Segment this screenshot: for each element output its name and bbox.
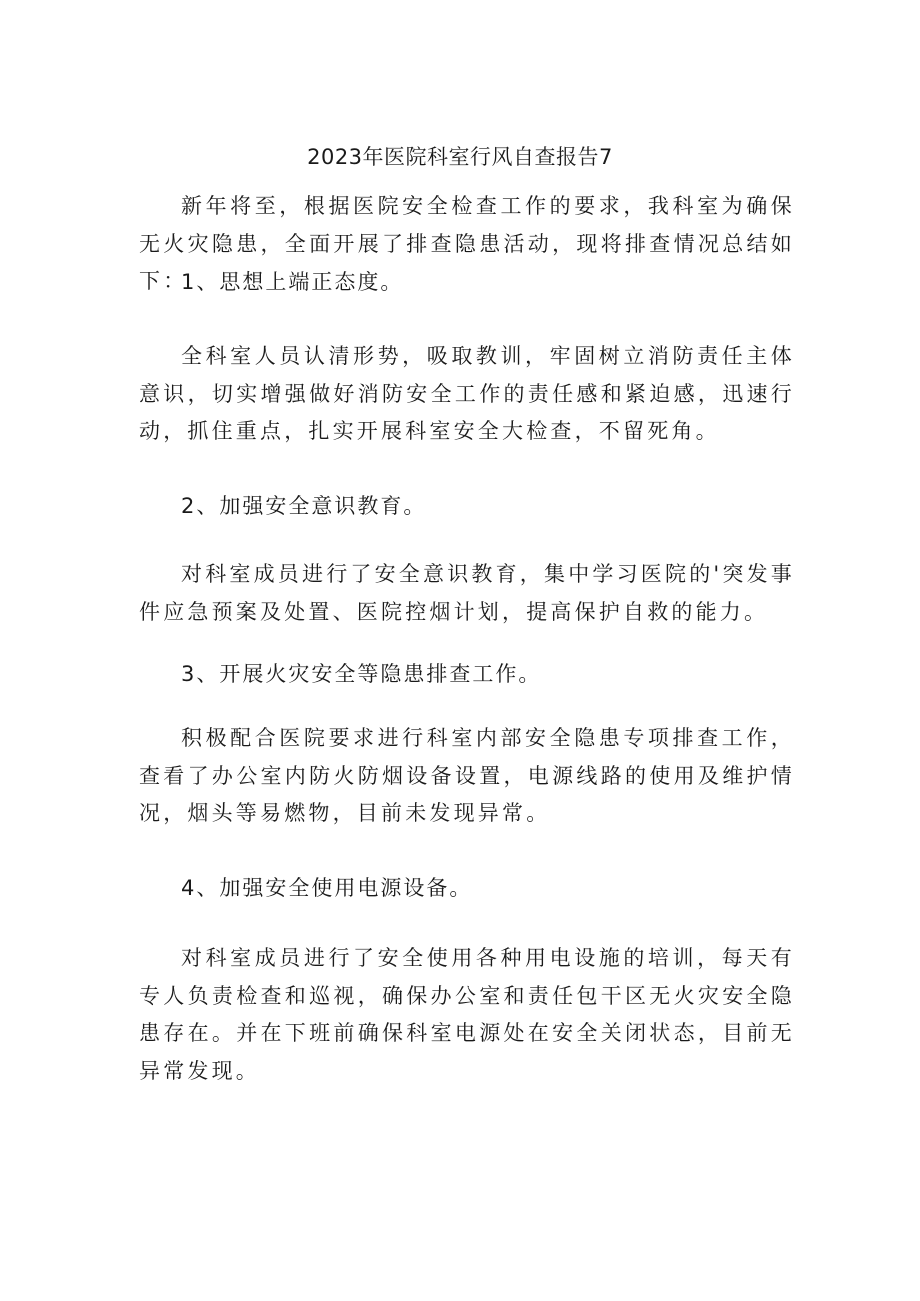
section-heading-1: 1、思想上端正态度。 (181, 270, 404, 294)
intro-paragraph: 新年将至，根据医院安全检查工作的要求，我科室为确保无火灾隐患，全面开展了排查隐患活动，现将排查情况总结如下： (139, 194, 795, 293)
section-body-3: 积极配合医院要求进行科室内部安全隐患专项排查工作，查看了办公室内防火防烟设备设置，电源线路的使用及维护情况，烟头等易燃物，目前未发现异常。 (139, 726, 795, 825)
section-heading-3: 3、开展火灾安全等隐患排查工作。 (181, 662, 542, 686)
section-heading-2: 2、加强安全意识教育。 (181, 494, 427, 518)
document-title: 2023年医院科室行风自查报告7 (307, 145, 613, 169)
section-body-4: 对科室成员进行了安全使用各种用电设施的培训，每天有专人负责检查和巡视，确保办公室和责任包干区无火灾安全隐患存在。并在下班前确保科室电源处在安全关闭状态，目前无异常发现。 (139, 946, 795, 1083)
section-heading-4: 4、加强安全使用电源设备。 (181, 876, 473, 900)
section-body-1: 全科室人员认清形势，吸取教训，牢固树立消防责任主体意识，切实增强做好消防安全工作的责任感和紧迫感，迅速行动，抓住重点，扎实开展科室安全大检查，不留死角。 (139, 344, 795, 443)
section-body-2: 对科室成员进行了安全意识教育，集中学习医院的'突发事件应急预案及处置、医院控烟计划，提高保护自救的能力。 (139, 562, 795, 624)
